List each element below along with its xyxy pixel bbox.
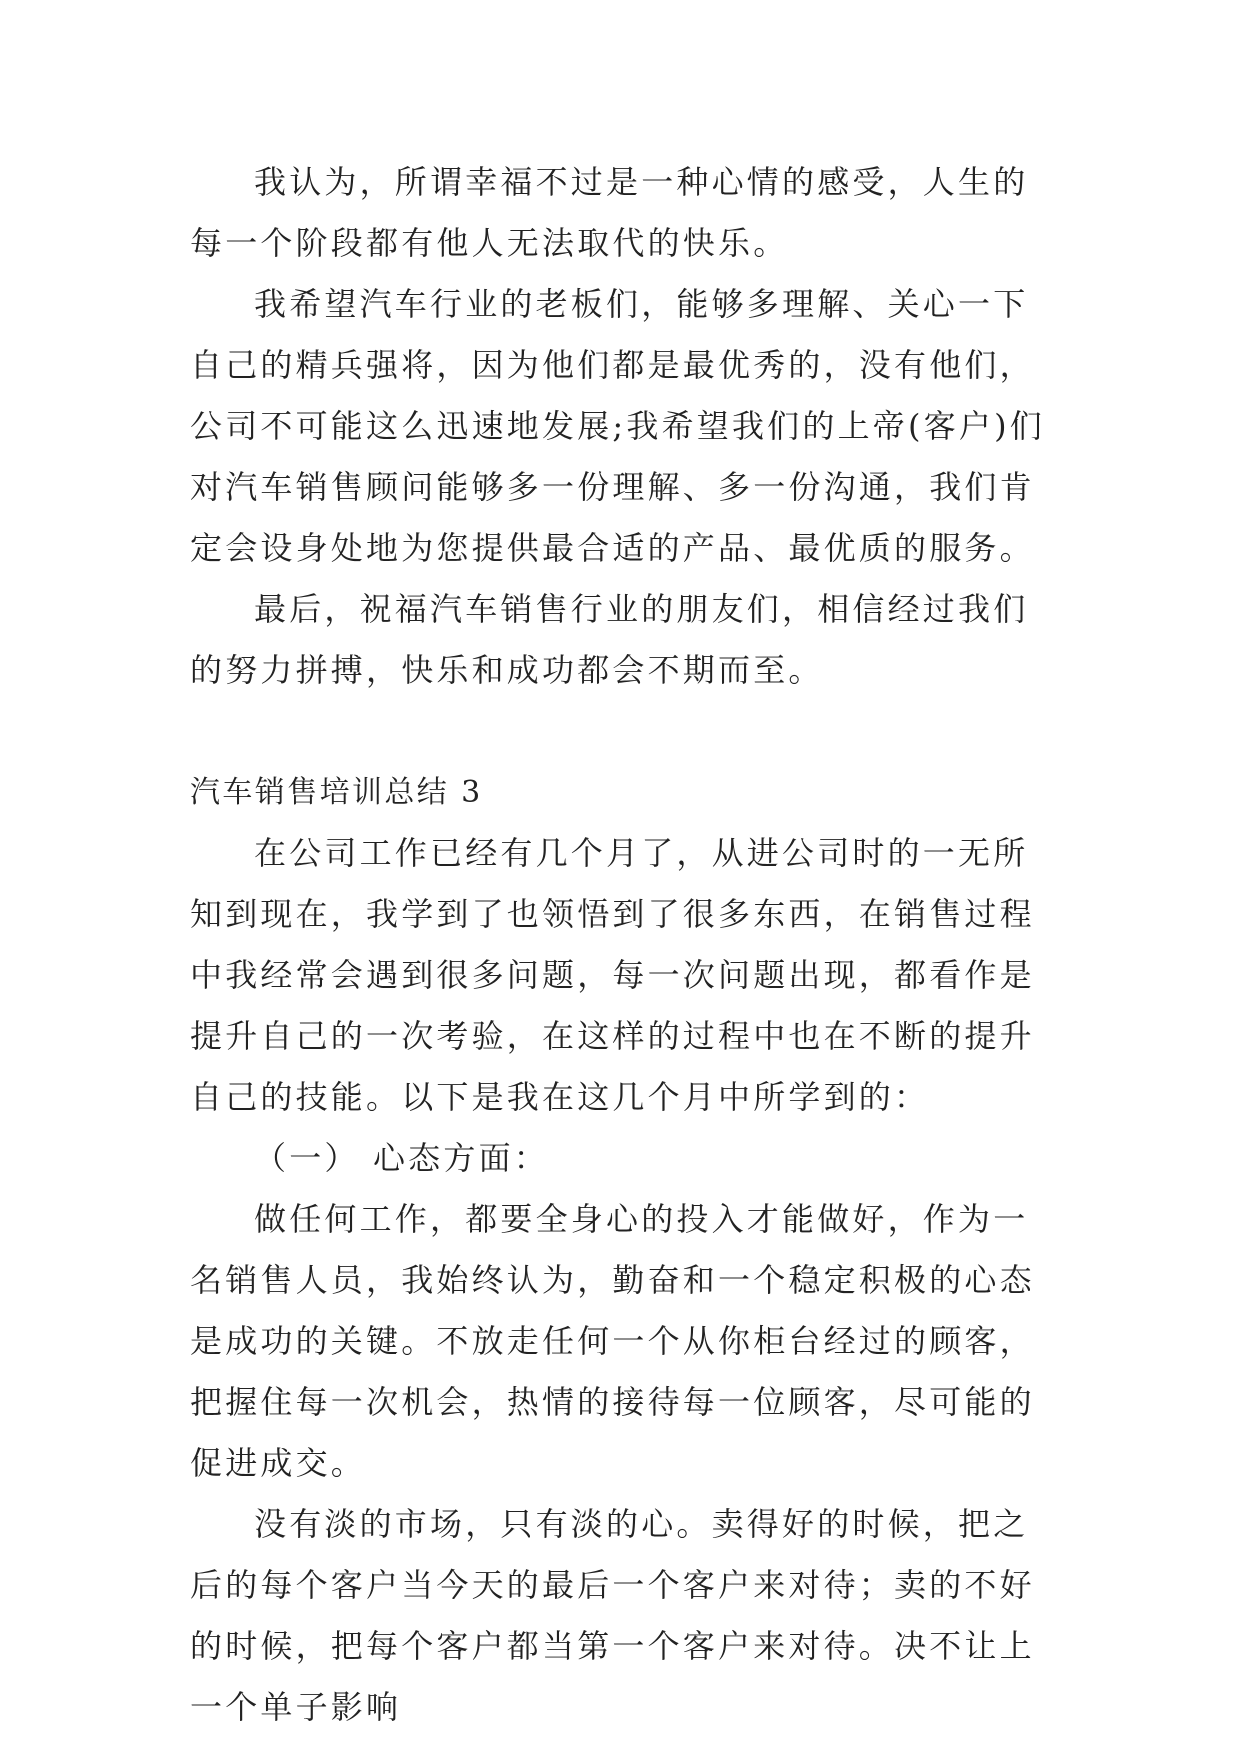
paragraph-happiness: 我认为，所谓幸福不过是一种心情的感受，人生的每一个阶段都有他人无法取代的快乐。 [190, 163, 1029, 262]
section-title: 汽车销售培训总结 3 [190, 775, 483, 810]
paragraph-mindset-2: 没有淡的市场，只有淡的心。卖得好的时候，把之后的每个客户当今天的最后一个客户来对待；卖的不好的时候，把每个客户都当第一个客户来对待。决不让上一个单子影响 [190, 1505, 1035, 1726]
document-body [190, 152, 1056, 1738]
item-heading-mindset: （一） 心态方面： [254, 1139, 549, 1177]
paragraph-intro: 在公司工作已经有几个月了，从进公司时的一无所知到现在，我学到了也领悟到了很多东西，在销售过程中我经常会遇到很多问题，每一次问题出现，都看作是提升自己的一次考验，在这样的过程中也在不断的提升自己的技能。以下是我在这几个月中所学到的： [190, 834, 1035, 1116]
paragraph-blessing: 最后，祝福汽车销售行业的朋友们，相信经过我们的努力拼搏，快乐和成功都会不期而至。 [190, 590, 1029, 689]
paragraph-mindset-1: 做任何工作，都要全身心的投入才能做好，作为一名销售人员，我始终认为，勤奋和一个稳定积极的心态是成功的关键。不放走任何一个从你柜台经过的顾客，把握住每一次机会，热情的接待每一位顾客，尽可能的促进成交。 [190, 1200, 1035, 1482]
paragraph-wishes: 我希望汽车行业的老板们，能够多理解、关心一下自己的精兵强将，因为他们都是最优秀的，没有他们，公司不可能这么迅速地发展;我希望我们的上帝(客户)们对汽车销售顾问能够多一份理解、多一份沟通，我们肯定会设身处地为您提供最合适的产品、最优质的服务。 [190, 285, 1045, 567]
